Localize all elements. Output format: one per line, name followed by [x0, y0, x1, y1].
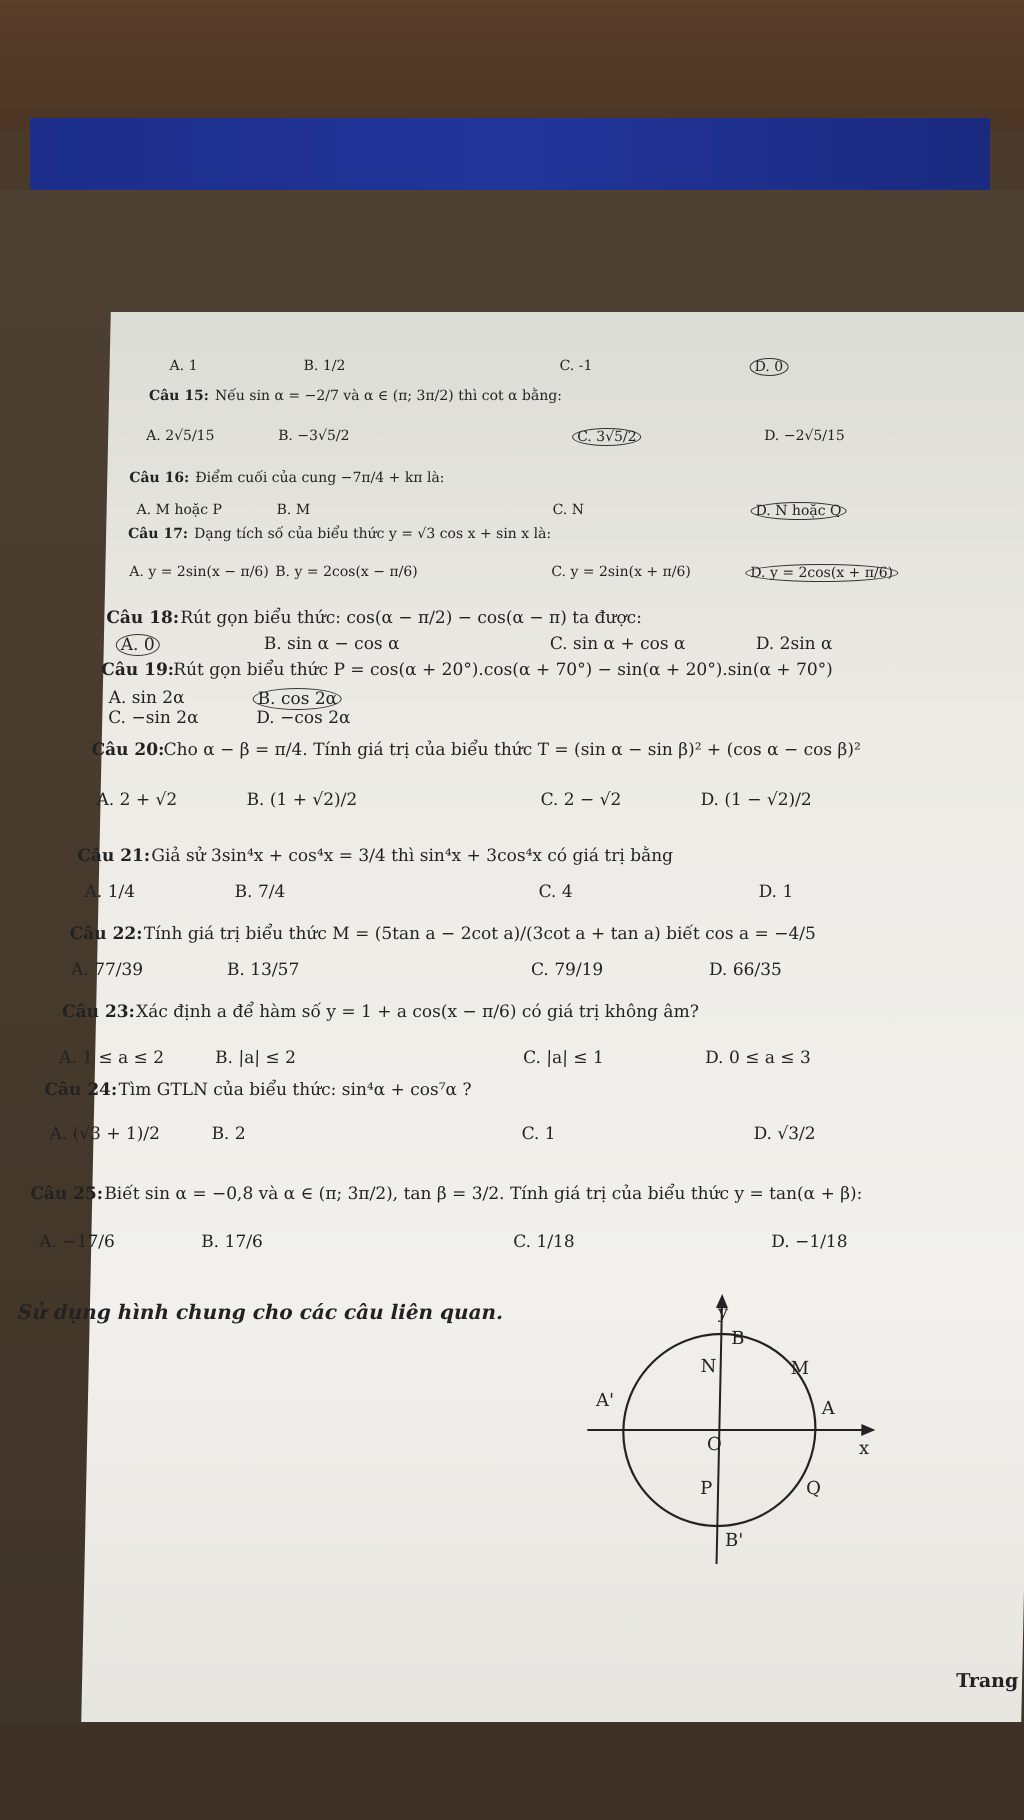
- option-d: D. −1/18: [771, 1232, 848, 1252]
- question-text: Rút gọn biểu thức P = cos(α + 20°).cos(α + 70°) − sin(α + 20°).sin(α + 70°): [173, 660, 833, 680]
- question-text: Tìm GTLN của biểu thức: sin⁴α + cos⁷α ?: [118, 1080, 472, 1100]
- question-text: Biết sin α = −0,8 và α ∈ (π; 3π/2), tan β = 3/2. Tính giá trị của biểu thức y = tan(α + β):: [104, 1184, 863, 1204]
- option-a: A. 1: [169, 358, 198, 374]
- option-d: D. 2sin α: [755, 634, 833, 654]
- question-label: Câu 15:: [148, 388, 210, 404]
- option-a: A. 77/39: [70, 960, 144, 980]
- option-c: C. y = 2sin(x + π/6): [551, 564, 692, 580]
- x-axis-arrow: [861, 1424, 875, 1436]
- option-c: C. -1: [559, 358, 593, 374]
- option-c: C. 79/19: [530, 960, 604, 980]
- option-a: A. −17/6: [39, 1232, 116, 1252]
- option-d: D. N hoặc Q: [750, 502, 846, 520]
- label-x: x: [858, 1438, 870, 1459]
- question-text: Giả sử 3sin⁴x + cos⁴x = 3/4 thì sin⁴x + 3cos⁴x có giá trị bằng: [151, 846, 674, 866]
- option-a: A. y = 2sin(x − π/6): [129, 564, 269, 580]
- option-a: A. 1 ≤ a ≤ 2: [58, 1048, 165, 1068]
- unit-circle-figure: [564, 1282, 900, 1572]
- option-b: B. −3√5/2: [278, 428, 350, 444]
- question-text: Xác định a để hàm số y = 1 + a cos(x − π/6) có giá trị không âm?: [135, 1002, 700, 1022]
- label-b: B: [731, 1328, 745, 1349]
- option-d: D. 66/35: [708, 960, 783, 980]
- exam-sheet: [17, 312, 1024, 1722]
- question-label: Câu 21:: [77, 846, 151, 866]
- question-label: Câu 25:: [30, 1184, 104, 1204]
- option-c: C. 3√5/2: [572, 428, 642, 446]
- option-c: C. −sin 2α: [108, 708, 199, 728]
- figure-note: Sử dụng hình chung cho các câu liên quan.: [17, 1300, 504, 1324]
- label-y: y: [717, 1302, 729, 1323]
- option-b: B. 1/2: [303, 358, 346, 374]
- option-a: A. 2 + √2: [96, 790, 178, 810]
- option-b: B. (1 + √2)/2: [246, 790, 358, 810]
- question-text: Cho α − β = π/4. Tính giá trị của biểu thức T = (sin α − sin β)² + (cos α − cos β)²: [163, 740, 861, 760]
- label-a: A: [821, 1398, 836, 1419]
- label-p: P: [699, 1478, 713, 1499]
- option-b: B. 13/57: [226, 960, 300, 980]
- option-d: D. 0: [749, 358, 788, 376]
- question-label: Câu 20:: [91, 740, 165, 760]
- question-label: Câu 24:: [44, 1080, 118, 1100]
- question-text: Rút gọn biểu thức: cos(α − π/2) − cos(α − π) ta được:: [180, 608, 643, 628]
- label-o: O: [706, 1434, 723, 1455]
- option-a: A. (√3 + 1)/2: [49, 1124, 161, 1144]
- question-text: Tính giá trị biểu thức M = (5tan a − 2cot a)/(3cot a + tan a) biết cos a = −4/5: [143, 924, 816, 944]
- option-b: B. M: [276, 502, 311, 518]
- option-d: D. √3/2: [753, 1124, 816, 1144]
- label-b-prime: B': [724, 1530, 744, 1551]
- background-blue-strip: [30, 118, 990, 193]
- question-label: Câu 17:: [127, 526, 189, 542]
- option-b: B. 17/6: [201, 1232, 263, 1252]
- option-b: B. cos 2α: [252, 688, 342, 710]
- option-b: B. 7/4: [234, 882, 286, 902]
- option-d: D. 0 ≤ a ≤ 3: [704, 1048, 812, 1068]
- option-a: A. 2√5/15: [146, 428, 215, 444]
- question-label: Câu 19:: [101, 660, 175, 680]
- option-c: C. 2 − √2: [540, 790, 622, 810]
- option-c: C. 4: [538, 882, 573, 902]
- option-c: C. N: [552, 502, 585, 518]
- option-a: A. 0: [116, 634, 160, 656]
- option-b: B. 2: [211, 1124, 246, 1144]
- question-text: Nếu sin α = −2/7 và α ∈ (π; 3π/2) thì cot α bằng:: [214, 388, 563, 404]
- question-text: Điểm cuối của cung −7π/4 + kπ là:: [195, 470, 445, 486]
- option-d: D. 1: [758, 882, 794, 902]
- background-bottom: [0, 1725, 1024, 1820]
- option-c: C. sin α + cos α: [549, 634, 686, 654]
- option-b: B. y = 2cos(x − π/6): [275, 564, 418, 580]
- option-a: A. sin 2α: [108, 688, 185, 708]
- option-d: D. −cos 2α: [256, 708, 351, 728]
- option-d: D. −2√5/15: [764, 428, 845, 444]
- option-a: A. M hoặc P: [136, 502, 223, 518]
- label-a-prime: A': [595, 1390, 615, 1411]
- question-label: Câu 16:: [129, 470, 190, 486]
- option-c: C. |a| ≤ 1: [522, 1048, 605, 1068]
- option-c: C. 1/18: [513, 1232, 575, 1252]
- option-d: D. (1 − √2)/2: [700, 790, 812, 810]
- option-c: C. 1: [521, 1124, 556, 1144]
- question-label: Câu 23:: [61, 1002, 136, 1022]
- option-b: B. sin α − cos α: [263, 634, 400, 654]
- option-b: B. |a| ≤ 2: [214, 1048, 297, 1068]
- label-n: N: [700, 1356, 717, 1377]
- y-axis: [717, 1302, 722, 1564]
- background-top: [0, 0, 1024, 130]
- label-q: Q: [805, 1478, 822, 1499]
- option-d: D. y = 2cos(x + π/6): [745, 564, 898, 582]
- page-footer: Trang: [955, 1670, 1019, 1692]
- label-m: M: [790, 1358, 810, 1379]
- question-label: Câu 18:: [106, 608, 180, 628]
- question-label: Câu 22:: [69, 924, 143, 944]
- option-a: A. 1/4: [84, 882, 136, 902]
- question-text: Dạng tích số của biểu thức y = √3 cos x + sin x là:: [193, 526, 552, 542]
